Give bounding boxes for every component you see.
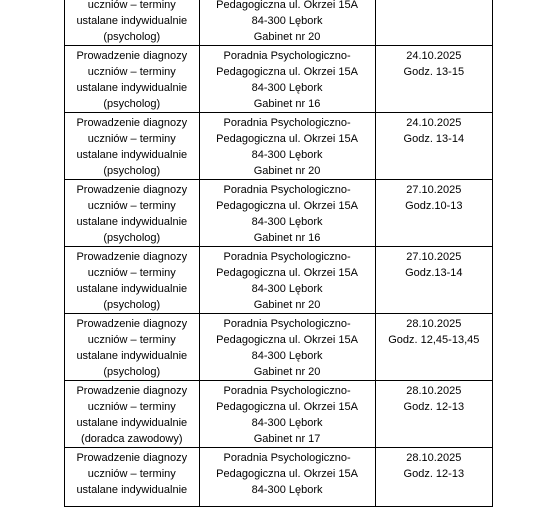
activity-cell: Prowadzenie diagnozy uczniów – terminy ustalane indywidualnie (psycholog) (65, 314, 200, 381)
table-row (65, 113, 493, 180)
date-cell (375, 448, 492, 507)
date-cell (375, 381, 492, 448)
time-text: Godz.13-14 (405, 267, 463, 279)
date-text: 28.10.2025 (406, 385, 462, 397)
table-row (65, 381, 493, 448)
date-text: 24.10.2025 (406, 117, 462, 129)
activity-cell: Prowadzenie diagnozy uczniów – terminy ustalane indywidualnie (doradca zawodowy) (65, 381, 200, 448)
date-cell (375, 0, 492, 46)
date-cell (375, 113, 492, 180)
date-text: 28.10.2025 (406, 452, 462, 464)
date-text: 28.10.2025 (406, 318, 462, 330)
activity-cell: Prowadzenie diagnozy uczniów – terminy ustalane indywidualnie (psycholog) (65, 113, 200, 180)
activity-cell: Prowadzenie diagnozy uczniów – terminy ustalane indywidualnie (65, 448, 200, 507)
time-text: Godz. 13-15 (403, 66, 465, 78)
date-cell (375, 46, 492, 113)
place-cell: Poradnia Psychologiczno- Pedagogiczna ul. Okrzei 15A 84-300 Lębork Gabinet nr 16 (199, 46, 375, 113)
date-text: 27.10.2025 (406, 184, 462, 196)
date-cell (375, 314, 492, 381)
table-row (65, 448, 493, 507)
schedule-table (64, 0, 493, 507)
date-text: 24.10.2025 (406, 50, 462, 62)
place-cell: Poradnia Psychologiczno- Pedagogiczna ul. Okrzei 15A 84-300 Lębork Gabinet nr 20 (199, 113, 375, 180)
time-text: Godz. 12,45-13,45 (388, 334, 480, 346)
time-text: Godz. 12-13 (403, 468, 465, 480)
time-text: Godz.10-13 (405, 200, 463, 212)
table-row (65, 247, 493, 314)
date-text: 27.10.2025 (406, 251, 462, 263)
activity-cell: uczniów – terminy ustalane indywidualnie (psycholog) (65, 0, 200, 46)
time-text: Godz. 13-14 (403, 133, 465, 145)
table-row (65, 314, 493, 381)
activity-cell: Prowadzenie diagnozy uczniów – terminy ustalane indywidualnie (psycholog) (65, 247, 200, 314)
date-cell (375, 247, 492, 314)
date-cell (375, 180, 492, 247)
table-row (65, 180, 493, 247)
time-text: Godz. 12-13 (403, 401, 465, 413)
activity-cell: Prowadzenie diagnozy uczniów – terminy ustalane indywidualnie (psycholog) (65, 46, 200, 113)
place-cell: Poradnia Psychologiczno- Pedagogiczna ul. Okrzei 15A 84-300 Lębork Gabinet nr 17 (199, 381, 375, 448)
place-cell: Poradnia Psychologiczno- Pedagogiczna ul. Okrzei 15A 84-300 Lębork Gabinet nr 16 (199, 180, 375, 247)
place-cell: Pedagogiczna ul. Okrzei 15A 84-300 Lębork Gabinet nr 20 (199, 0, 375, 46)
place-cell: Poradnia Psychologiczno- Pedagogiczna ul. Okrzei 15A 84-300 Lębork Gabinet nr 20 (199, 247, 375, 314)
place-cell: Poradnia Psychologiczno- Pedagogiczna ul. Okrzei 15A 84-300 Lębork (199, 448, 375, 507)
activity-cell: Prowadzenie diagnozy uczniów – terminy ustalane indywidualnie (psycholog) (65, 180, 200, 247)
place-cell: Poradnia Psychologiczno- Pedagogiczna ul. Okrzei 15A 84-300 Lębork Gabinet nr 20 (199, 314, 375, 381)
table-row (65, 0, 493, 46)
table-row (65, 46, 493, 113)
